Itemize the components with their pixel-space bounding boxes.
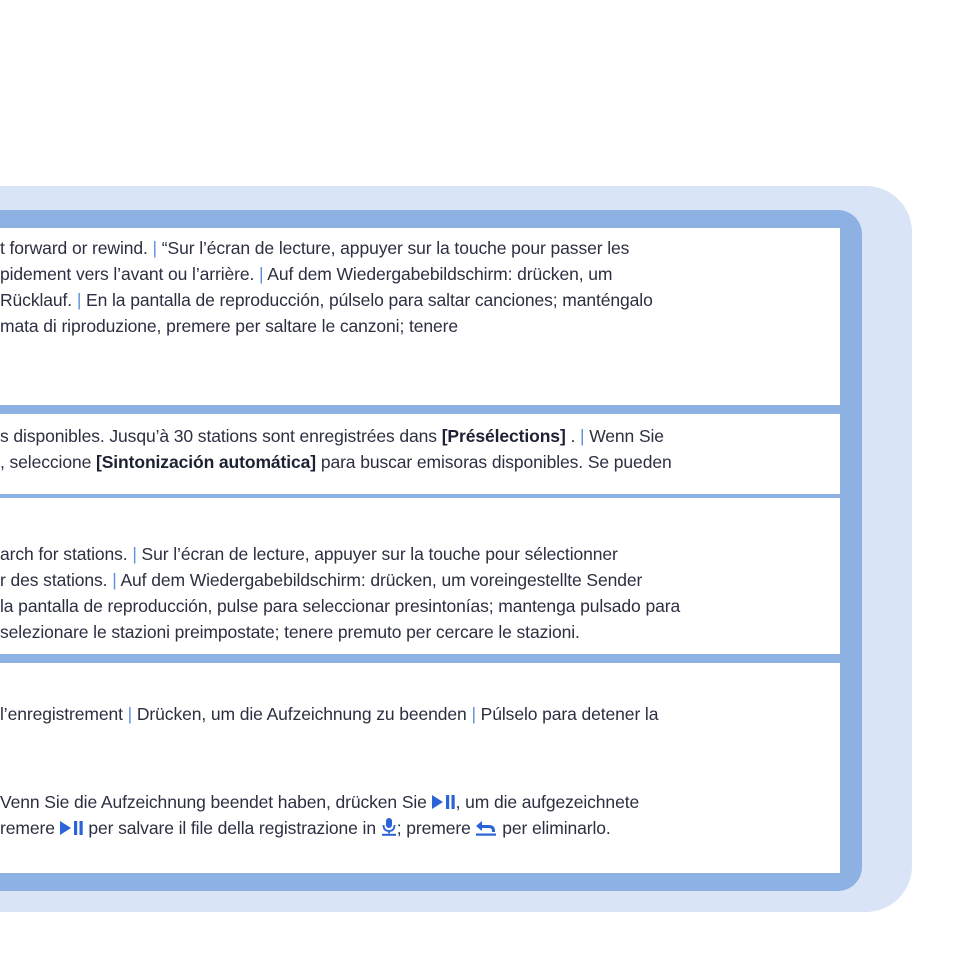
- text-line: [0, 703, 658, 725]
- text-line: [0, 543, 618, 565]
- text-run: remere: [0, 818, 60, 838]
- text-run: per eliminarlo.: [497, 818, 611, 838]
- text-run: Púlselo para detener la: [480, 704, 659, 724]
- menu-option-label: [Présélections]: [441, 426, 566, 446]
- text-line: [0, 289, 653, 311]
- text-line: [0, 569, 642, 591]
- menu-option-label: [Sintonización automática]: [95, 452, 317, 472]
- text-run: r des stations.: [0, 570, 108, 590]
- text-run: s disponibles. Jusqu’à 30 stations sont enregistrées dans: [0, 426, 442, 446]
- language-separator: |: [132, 544, 137, 564]
- text-run: per salvare il file della registrazione in: [83, 818, 381, 838]
- text-line: [0, 791, 639, 815]
- language-separator: |: [259, 264, 264, 284]
- text-run: Rücklauf.: [0, 290, 73, 310]
- text-run: arch for stations.: [0, 544, 128, 564]
- language-separator: |: [471, 704, 476, 724]
- language-separator: |: [76, 290, 82, 310]
- text-run: t forward or rewind.: [0, 238, 148, 258]
- text-line: [0, 237, 629, 259]
- text-line: [0, 817, 611, 841]
- text-run: l’enregistrement: [0, 704, 123, 724]
- microphone-icon: [381, 818, 397, 841]
- text-line: [0, 425, 664, 447]
- section-auto-tune: [0, 414, 840, 494]
- text-run: Venn Sie die Aufzeichnung beendet haben, drücken Sie: [0, 792, 432, 812]
- text-run: .: [570, 426, 576, 446]
- text-line: [0, 315, 458, 337]
- text-run: ; premere: [396, 818, 476, 838]
- text-line: [0, 263, 612, 285]
- language-separator: |: [112, 570, 117, 590]
- language-separator: |: [579, 426, 585, 446]
- text-run: Drücken, um die Aufzeichnung zu beenden: [136, 704, 467, 724]
- back-arrow-icon: [475, 819, 497, 841]
- text-line: [0, 451, 672, 473]
- text-run: selezionare le stazioni preimpostate; tenere premuto per cercare le stazioni.: [0, 622, 580, 642]
- text-run: Auf dem Wiedergabebildschirm: drücken, um: [267, 264, 613, 284]
- section-recording: [0, 663, 840, 873]
- text-run: Sur l’écran de lecture, appuyer sur la touche pour sélectionner: [141, 544, 618, 564]
- text-run: Wenn Sie: [589, 426, 664, 446]
- language-separator: |: [152, 238, 157, 258]
- text-line: [0, 595, 680, 617]
- section-presets: [0, 498, 840, 654]
- text-run: Auf dem Wiedergabebildschirm: drücken, um voreingestellte Sender: [120, 570, 643, 590]
- text-run: pidement vers l’avant ou l’arrière.: [0, 264, 255, 284]
- play-pause-icon: [432, 793, 456, 815]
- section-navigation: [0, 228, 840, 405]
- text-run: , seleccione: [0, 452, 96, 472]
- play-pause-icon: [60, 819, 84, 841]
- text-run: , um die aufgezeichnete: [455, 792, 640, 812]
- text-run: la pantalla de reproducción, pulse para seleccionar presintonías; mantenga pulsado para: [0, 596, 681, 616]
- text-run: En la pantalla de reproducción, púlselo para saltar canciones; manténgalo: [86, 290, 653, 310]
- text-line: [0, 621, 580, 643]
- text-run: mata di riproduzione, premere per saltare le canzoni; tenere: [0, 316, 458, 336]
- language-separator: |: [127, 704, 133, 724]
- text-run: “Sur l’écran de lecture, appuyer sur la touche pour passer les: [161, 238, 630, 258]
- text-run: para buscar emisoras disponibles. Se pueden: [320, 452, 672, 472]
